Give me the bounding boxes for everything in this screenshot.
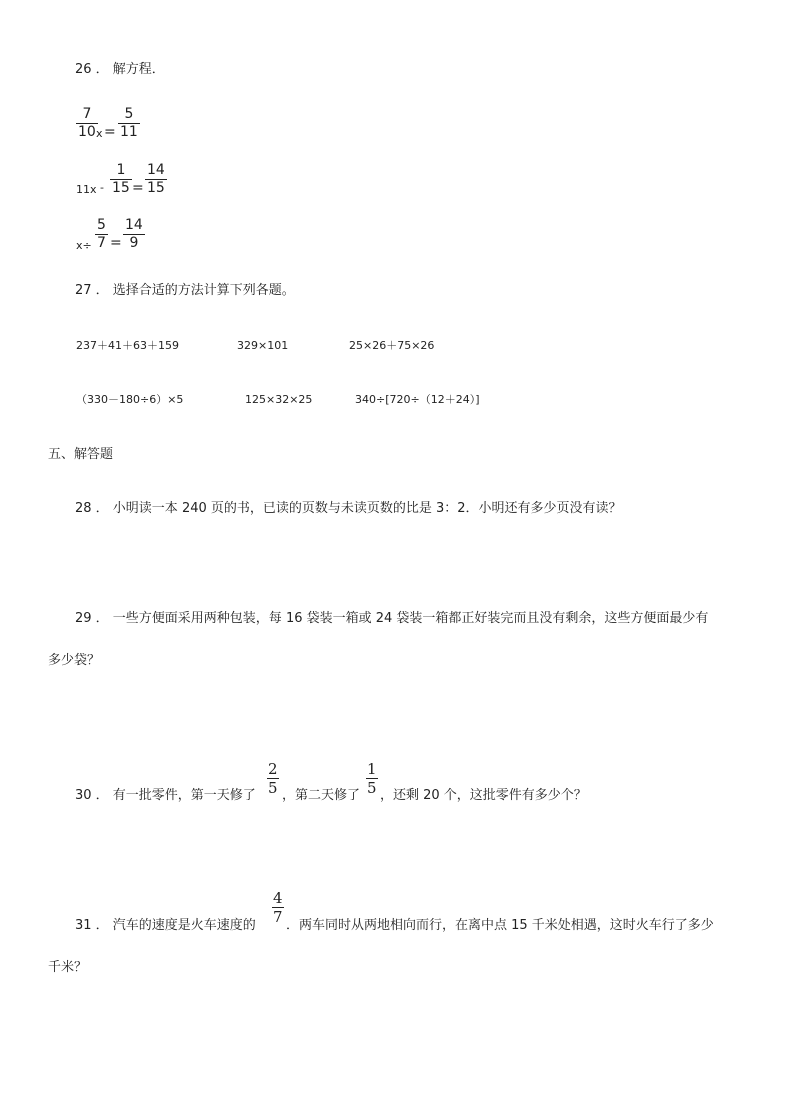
q28-text: 28 ． 小明读一本 240 页的书，已读的页数与未读页数的比是 3：2．小明还有多少页没有读？ xyxy=(75,501,622,516)
q26-title: 26 ． 解方程． xyxy=(75,62,165,77)
calc-item: 125×32×25 xyxy=(245,393,313,406)
eq2-lead: 11x xyxy=(76,183,97,196)
eq1-variable: x xyxy=(96,127,103,140)
eq2-minus: - xyxy=(100,181,104,194)
q27-title: 27 ． 选择合适的方法计算下列各题。 xyxy=(75,283,295,298)
eq1-fraction-right xyxy=(118,106,140,141)
denominator: 10 xyxy=(78,124,96,140)
q31-part1: 31 ． 汽车的速度是火车速度的 xyxy=(75,918,256,933)
numerator: 14 xyxy=(147,162,165,178)
eq1-equals: = xyxy=(104,124,116,140)
calc-item: 340÷[720÷（12＋24）] xyxy=(355,393,480,406)
denominator: 9 xyxy=(129,235,139,251)
q30-part3: ，还剩 20 个，这批零件有多少个？ xyxy=(380,788,587,803)
numerator: 2 xyxy=(268,760,278,778)
eq1-fraction-left xyxy=(76,106,98,141)
denominator: 15 xyxy=(112,180,130,196)
q31-part2: ．两车同时从两地相向而行，在离中点 15 千米处相遇，这时火车行了多少 xyxy=(286,918,714,933)
eq2-fraction-right xyxy=(145,162,167,197)
numerator: 7 xyxy=(82,106,92,122)
denominator: 7 xyxy=(97,235,106,251)
calc-item: 329×101 xyxy=(237,339,289,352)
q31-line2: 千米？ xyxy=(48,960,88,975)
numerator: 5 xyxy=(97,217,106,233)
eq2-equals: = xyxy=(132,180,144,196)
calc-item: 237＋41＋63＋159 xyxy=(76,339,179,352)
numerator: 5 xyxy=(124,106,134,122)
q31-fraction xyxy=(272,889,284,926)
denominator: 15 xyxy=(147,180,165,196)
numerator: 1 xyxy=(367,760,377,778)
q30-fraction-1 xyxy=(267,760,279,797)
section-heading: 五、解答题 xyxy=(48,447,114,462)
q29-line2: 多少袋？ xyxy=(48,653,101,668)
calc-item: （330－180÷6）×5 xyxy=(76,393,184,406)
q30-fraction-2 xyxy=(366,760,378,797)
eq2-fraction-left xyxy=(110,162,132,197)
eq3-fraction-left xyxy=(95,217,108,252)
numerator: 14 xyxy=(125,217,143,233)
q30-part2: ，第二天修了 xyxy=(282,788,361,803)
eq3-equals: = xyxy=(110,235,122,251)
q30-part1: 30 ． 有一批零件，第一天修了 xyxy=(75,788,256,803)
eq3-fraction-right xyxy=(123,217,145,252)
calc-item: 25×26＋75×26 xyxy=(349,339,435,352)
denominator: 7 xyxy=(273,908,283,926)
denominator: 11 xyxy=(120,124,138,140)
eq3-lead: x÷ xyxy=(76,239,92,252)
q29-line1: 29 ． 一些方便面采用两种包装，每 16 袋装一箱或 24 袋装一箱都正好装完而且没有剩余，这些方便面最少有 xyxy=(75,611,709,626)
denominator: 5 xyxy=(268,779,278,797)
denominator: 5 xyxy=(367,779,377,797)
numerator: 1 xyxy=(116,162,126,178)
numerator: 4 xyxy=(273,889,283,907)
